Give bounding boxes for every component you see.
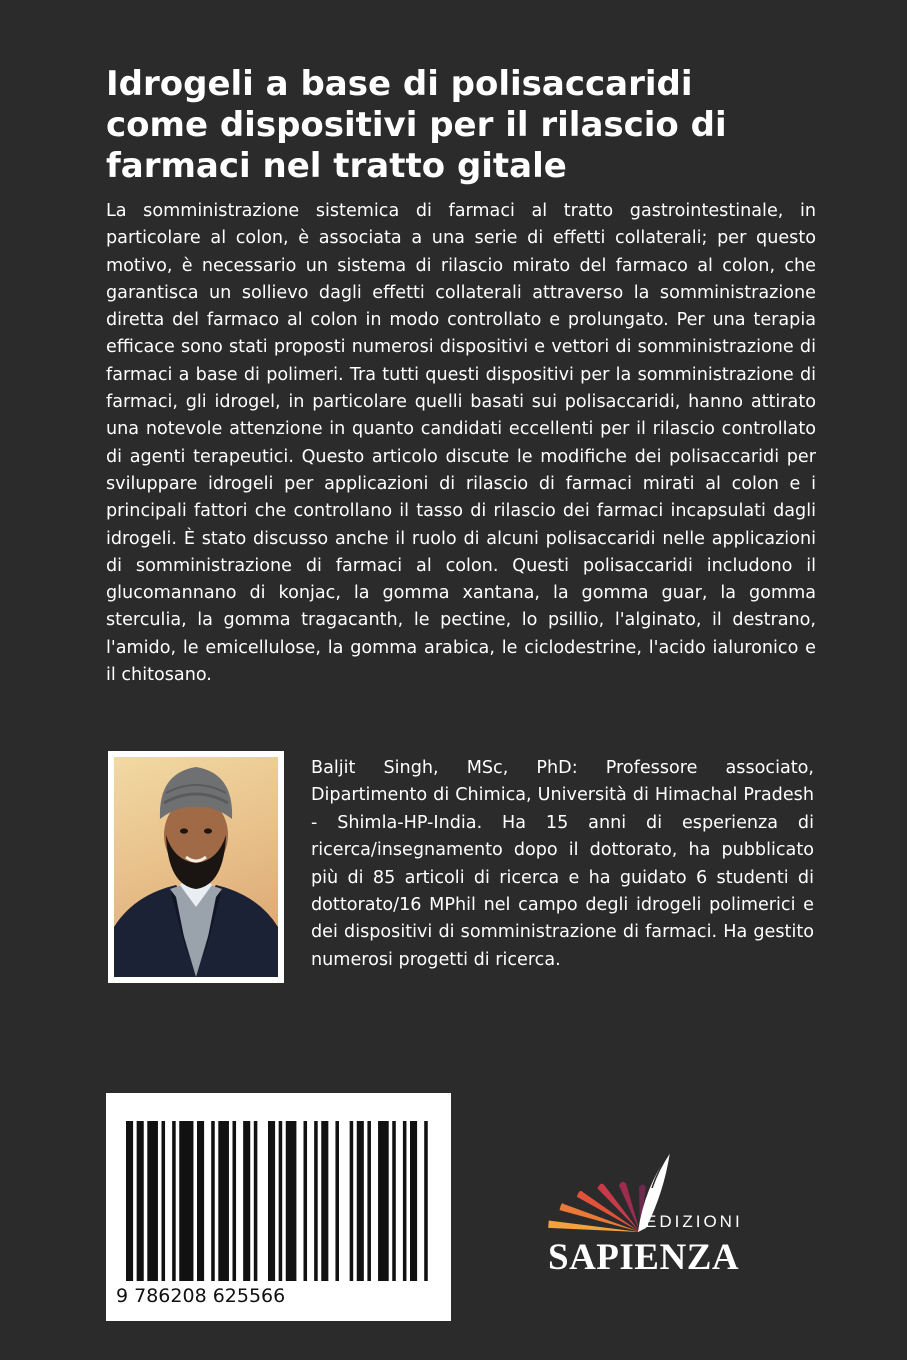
barcode-bar [378, 1121, 389, 1281]
book-title [106, 64, 806, 187]
barcode-bar [211, 1121, 215, 1281]
isbn-number: 9 786208 625566 [116, 1285, 286, 1307]
barcode-bar [243, 1121, 250, 1281]
barcode-bar [218, 1121, 229, 1281]
author-photo [114, 757, 278, 977]
logo-fan-leaf [548, 1220, 640, 1232]
barcode-bar [268, 1121, 275, 1281]
title-line-3: farmaci nel tratto gitale [106, 146, 567, 186]
barcode-bar [367, 1121, 371, 1281]
barcode-bar [335, 1121, 339, 1281]
barcode-bar [392, 1121, 396, 1281]
barcode-bar [162, 1121, 166, 1281]
barcode-bar [137, 1121, 144, 1281]
barcode-bar [403, 1121, 407, 1281]
barcode-bar [147, 1121, 158, 1281]
barcode-bar [424, 1121, 428, 1281]
barcode-bar [233, 1121, 237, 1281]
barcode-bar [304, 1121, 308, 1281]
barcode-bar [350, 1121, 354, 1281]
publisher-line1: EDIZIONI [645, 1212, 743, 1231]
book-abstract: La somministrazione sistemica di farmaci al tratto gastrointestinale, in particolare al colon, è associata a una serie di effetti collaterali; per questo motivo, è necessario un sistema di rilascio mirato del farmaco al colon, che garantisca un sollievo dagli effetti collaterali attraverso la somministrazione diretta del farmaco al colon in modo controllato e prolungato. Per una terapia efficace sono stati proposti numerosi dispositivi e vettori di somministrazione di farmaci a base di polimeri. Tra tutti questi dispositivi per la somministrazione di farmaci, gli idrogel, in particolare quelli basati sui polisaccaridi, hanno attirato una notevole attenzione in quanto candidati eccellenti per il rilascio controllato di agenti terapeutici. Questo articolo discute le modifiche dei polisaccaridi per sviluppare idrogeli per applicazioni di rilascio di farmaci mirati al colon e i principali fattori che controllano il tasso di rilascio dei farmaci incapsulati dagli idrogeli. È stato discusso anche il ruolo di alcuni polisaccaridi nelle applicazioni di somministrazione di farmaci al colon. Questi polisaccaridi includono il glucomannano di konjac, la gomma xantana, la gomma guar, la gomma sterculia, la gomma tragacanth, le pectine, lo psillio, l'alginato, il destrano, l'amido, le emicellulose, la gomma arabica, le ciclodestrine, l'acido ialuronico e il chitosano. [106, 201, 816, 686]
publisher-line2: SAPIENZA [548, 1237, 740, 1278]
barcode-bar [314, 1121, 318, 1281]
barcode-bar [279, 1121, 283, 1281]
barcode-bar [197, 1121, 204, 1281]
publisher-logo [540, 1148, 755, 1278]
barcode-bar [254, 1121, 258, 1281]
author-photo-frame [108, 751, 284, 983]
barcode-bar [126, 1121, 133, 1281]
barcode [106, 1093, 451, 1321]
author-portrait-illustration [114, 757, 278, 977]
title-line-2: come dispositivi per il rilascio di [106, 105, 727, 145]
barcode-bar [172, 1121, 176, 1281]
logo-fan-leaf [619, 1182, 640, 1232]
title-line-1: Idrogeli a base di polisaccaridi [106, 64, 693, 104]
barcode-bar [410, 1121, 417, 1281]
barcode-bar [357, 1121, 364, 1281]
barcode-bar [179, 1121, 193, 1281]
barcode-bar [286, 1121, 297, 1281]
barcode-bar [321, 1121, 328, 1281]
author-bio: Baljit Singh, MSc, PhD: Professore associato, Dipartimento di Chimica, Università di Himachal Pradesh - Shimla-HP-India. Ha 15 anni di esperienza di ricerca/insegnamento dopo il dottorato, ha pubblicato più di 85 articoli di ricerca e ha guidato 6 studenti di dottorato/16 MPhil nel campo degli idrogeli polimerici e dei dispositivi di somministrazione di farmaci. Ha gestito numerosi progetti di ricerca. [311, 758, 814, 970]
